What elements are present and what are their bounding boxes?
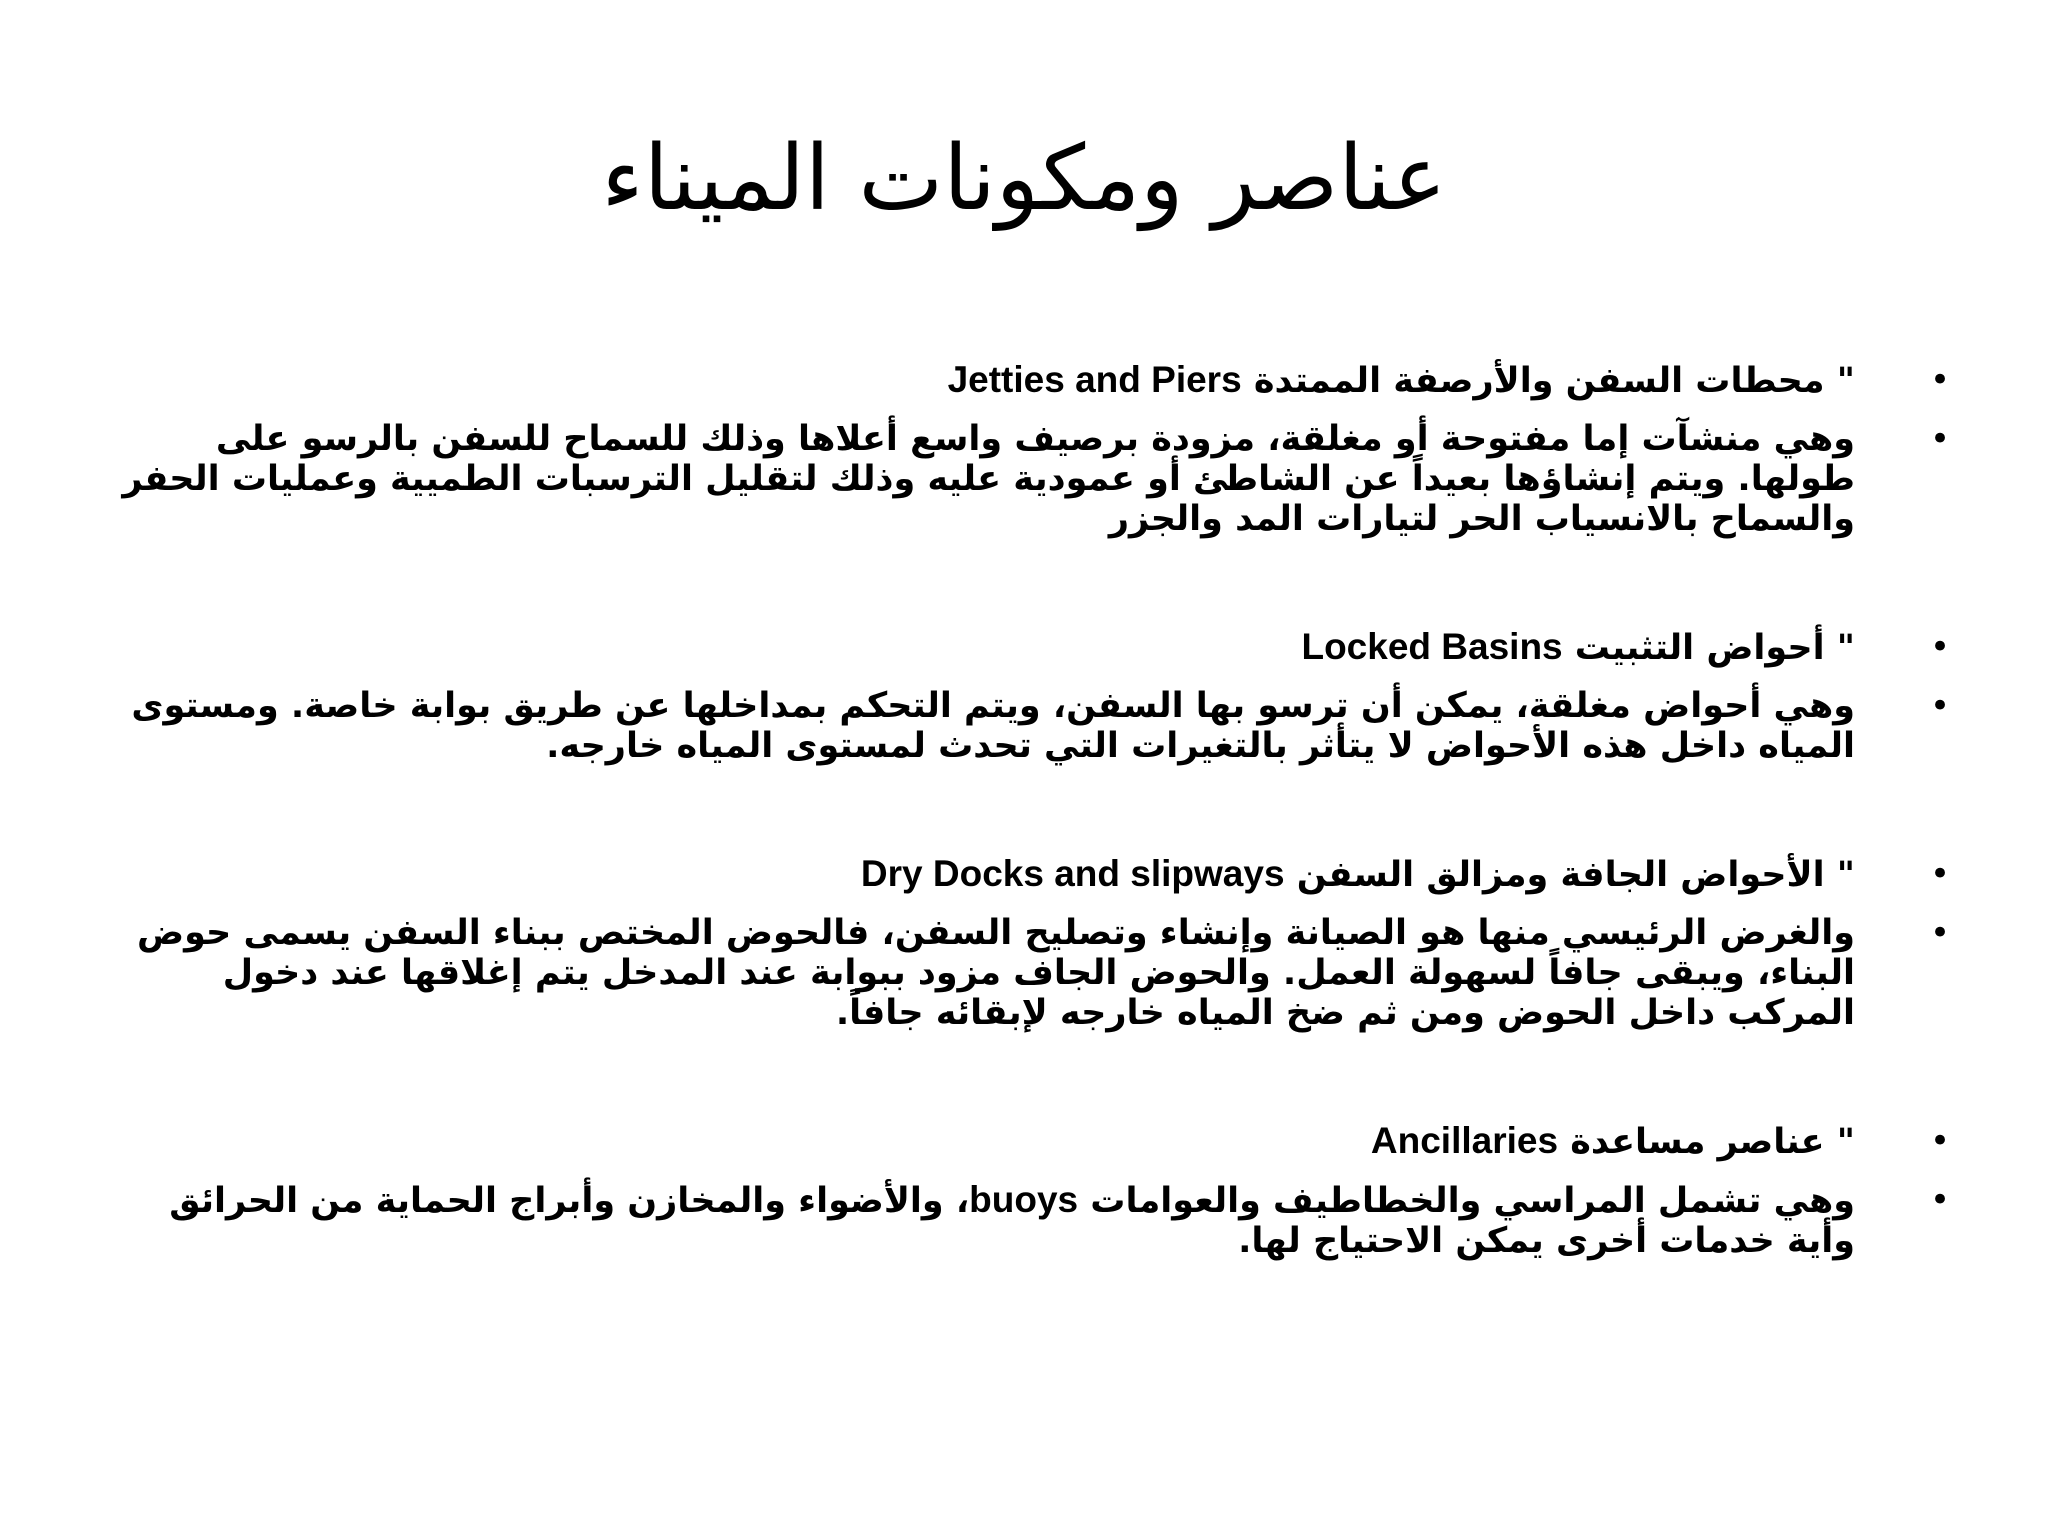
section-description [120,913,1950,1033]
description-text: وهي أحواض مغلقة، يمكن أن ترسو بها السفن، ويتم التحكم بمداخلها عن طريق بوابة خاصة. ومستوى المياه داخل هذه الأحواض لا يتأثر بالتغيرات التي تحدث لمستوى المياه خارجه. [131,686,1855,766]
description-english: buoys [969,1179,1079,1220]
section-locked-basins [120,626,1950,766]
section-dry-docks [120,853,1950,1033]
section-heading [120,1120,1950,1162]
heading-english: Dry Docks and slipways [860,853,1285,894]
bullet-icon: • [1929,686,1950,726]
heading-arabic: " أحواض التثبيت [1562,628,1855,668]
section-description [120,419,1950,539]
section-description [120,1179,1950,1261]
description-text-end: ، والأضواء والمخازن وأبراج الحماية من الحرائق وأية خدمات أخرى يمكن الاحتياج لها. [169,1181,1855,1261]
section-description [120,686,1950,766]
bullet-icon: • [1929,360,1950,400]
heading-english: Locked Basins [1301,626,1563,667]
description-text: وهي منشآت إما مفتوحة أو مغلقة، مزودة برصيف واسع أعلاها وذلك للسماح للسفن بالرسو على طولها. ويتم إنشاؤها بعيداً عن الشاطئ أو عمودية عليه وذلك لتقليل الترسبات الطميية وعمليات الحفر والسماح بالانسياب الحر لتيارات المد والجزر [122,419,1855,539]
bullet-icon: • [1929,1180,1950,1220]
bullet-icon: • [1929,913,1950,953]
section-heading [120,359,1950,401]
slide-title: عناصر ومكونات الميناء [601,126,1447,231]
bullet-icon: • [1929,1121,1950,1161]
section-ancillaries [120,1120,1950,1261]
section-jetties [120,359,1950,539]
bullet-icon: • [1929,854,1950,894]
slide-content [120,359,1950,1261]
description-text-start: وهي تشمل المراسي والخطاطيف والعوامات [1078,1181,1855,1221]
bullet-icon: • [1929,419,1950,459]
heading-english: Jetties and Piers [947,359,1242,400]
heading-arabic: " عناصر مساعدة [1558,1122,1855,1162]
heading-arabic: " الأحواض الجافة ومزالق السفن [1284,855,1855,895]
heading-arabic: " محطات السفن والأرصفة الممتدة [1241,361,1855,401]
description-text: والغرض الرئيسي منها هو الصيانة وإنشاء وتصليح السفن، فالحوض المختص ببناء السفن يسمى حوض البناء، ويبقى جافاً لسهولة العمل. والحوض الجاف مزود ببوابة عند المدخل يتم إغلاقها عند دخول المركب داخل الحوض ومن ثم ضخ المياه خارجه لإبقائه جافاً. [137,913,1855,1033]
section-heading [120,853,1950,895]
section-heading [120,626,1950,668]
heading-english: Ancillaries [1370,1120,1559,1161]
bullet-icon: • [1929,627,1950,667]
